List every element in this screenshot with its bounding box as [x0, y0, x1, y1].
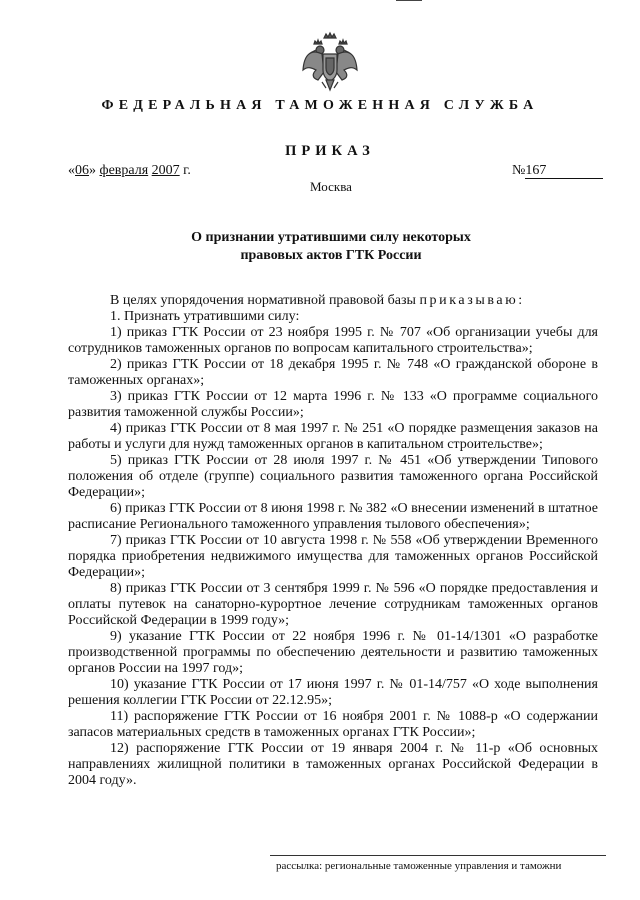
- date-month: февраля: [99, 163, 149, 178]
- date-day: 06: [75, 163, 89, 178]
- subitem-11: 11) распоряжение ГТК России от 16 ноября 2001 г. № 1088-р «О содержании запасов материальных средств в таможенных органах ГТК России»;: [68, 709, 598, 740]
- title-line-2: правовых актов ГТК России: [240, 248, 422, 263]
- top-edge-line: [396, 0, 422, 1]
- subitem-9: 9) указание ГТК России от 22 ноября 1996 г. № 01-14/1301 «О разработке производственной программы по обеспечению деятельности и развитию таможенных органов России на 1997 год»;: [68, 629, 598, 676]
- subitem-1: 1) приказ ГТК России от 23 ноября 1995 г. № 707 «Об организации учебы для сотрудников таможенных органов по вопросам капитального строительства»;: [68, 325, 598, 356]
- subitem-4: 4) приказ ГТК России от 8 мая 1997 г. № 251 «О порядке размещения заказов на работы и услуги для нужд таможенных органов в капитальном строительстве»;: [68, 421, 598, 452]
- subitem-2: 2) приказ ГТК России от 18 декабря 1995 г. № 748 «О гражданской обороне в таможенных органах»;: [68, 357, 598, 388]
- subitem-5: 5) приказ ГТК России от 28 июля 1997 г. № 451 «Об утверждении Типового положения об отделе (группе) социального развития таможенного органа Российской Федерации»;: [68, 453, 598, 500]
- subitem-7: 7) приказ ГТК России от 10 августа 1998 г. № 558 «Об утверждении Временного порядка приобретения недвижимого имущества для таможенных органов Российской Федерации»;: [68, 533, 598, 580]
- subitem-10: 10) указание ГТК России от 17 июня 1997 г. № 01-14/757 «О ходе выполнения решения коллегии ГТК России от 22.12.95»;: [68, 677, 598, 708]
- document-title: [0, 229, 640, 265]
- item-1: 1. Признать утратившими силу:: [110, 309, 300, 324]
- number-prefix: №: [512, 163, 526, 178]
- document-type: ПРИКАЗ: [285, 143, 375, 159]
- number-value: 167: [525, 164, 603, 179]
- preamble-text: В целях упорядочения нормативной правовой базы: [110, 293, 416, 308]
- subitem-3: 3) приказ ГТК России от 12 марта 1996 г. № 133 «О программе социального развития таможенной службы России»;: [68, 389, 598, 420]
- order-date: [68, 163, 191, 179]
- preamble: [68, 293, 598, 309]
- double-headed-eagle-emblem-icon: [300, 30, 360, 94]
- date-year: 2007: [151, 163, 180, 178]
- order-number: [512, 163, 603, 179]
- organization-name: ФЕДЕРАЛЬНАЯ ТАМОЖЕННАЯ СЛУЖБА: [101, 98, 539, 113]
- subitem-8: 8) приказ ГТК России от 3 сентября 1999 г. № 596 «О порядке предоставления и оплаты путевок на санаторно-курортное лечение сотрудникам таможенных органов Российской Федерации в 1999 году»;: [68, 581, 598, 628]
- subitem-6: 6) приказ ГТК России от 8 июня 1998 г. № 382 «О внесении изменений в штатное расписание Регионального таможенного управления тылового обеспечения»;: [68, 501, 598, 532]
- date-open-quote: «: [68, 163, 75, 178]
- date-close-quote: »: [89, 163, 96, 178]
- subitem-12: 12) распоряжение ГТК России от 19 января 2004 г. № 11-р «Об основных направлениях жилищной политики в таможенных органах Российской Федерации в 2004 году».: [68, 741, 598, 788]
- document-body: [68, 293, 598, 789]
- distribution-note: рассылка: региональные таможенные управления и таможни: [276, 860, 562, 872]
- preamble-order-word: приказываю:: [419, 293, 525, 308]
- footer-divider: [270, 855, 606, 856]
- city: Москва: [310, 179, 352, 194]
- title-line-1: О признании утратившими силу некоторых: [191, 230, 471, 245]
- date-suffix: г.: [183, 163, 191, 178]
